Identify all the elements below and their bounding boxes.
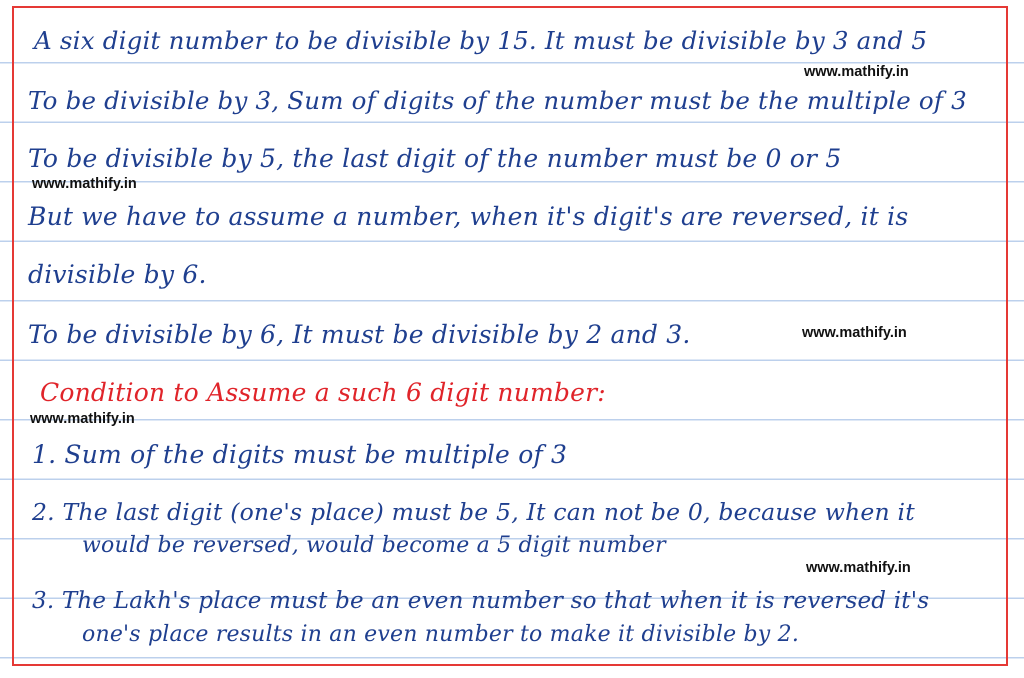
- watermark-4: www.mathify.in: [30, 411, 135, 427]
- watermark-1: www.mathify.in: [804, 64, 909, 80]
- watermark-5: www.mathify.in: [806, 560, 911, 576]
- note-line-1: A six digit number to be divisible by 15. It must be divisible by 3 and 5: [34, 26, 928, 55]
- note-line-8: 1. Sum of the digits must be multiple of 3: [32, 440, 568, 469]
- note-line-5: divisible by 6.: [28, 260, 207, 289]
- note-line-9: 2. The last digit (one's place) must be 5, It can not be 0, because when it: [32, 498, 915, 526]
- watermark-3: www.mathify.in: [802, 325, 907, 341]
- watermark-2: www.mathify.in: [32, 176, 137, 192]
- note-line-4: But we have to assume a number, when it's digit's are reversed, it is: [28, 202, 909, 231]
- note-line-11: 3. The Lakh's place must be an even number so that when it is reversed it's: [32, 588, 930, 614]
- note-line-6: To be divisible by 6, It must be divisible by 2 and 3.: [28, 320, 691, 349]
- note-line-2: To be divisible by 3, Sum of digits of the number must be the multiple of 3: [28, 86, 967, 115]
- note-line-12: one's place results in an even number to make it divisible by 2.: [82, 622, 800, 647]
- condition-heading: Condition to Assume a such 6 digit number:: [40, 378, 606, 407]
- note-line-10: would be reversed, would become a 5 digit number: [82, 533, 666, 558]
- note-line-3: To be divisible by 5, the last digit of the number must be 0 or 5: [28, 144, 842, 173]
